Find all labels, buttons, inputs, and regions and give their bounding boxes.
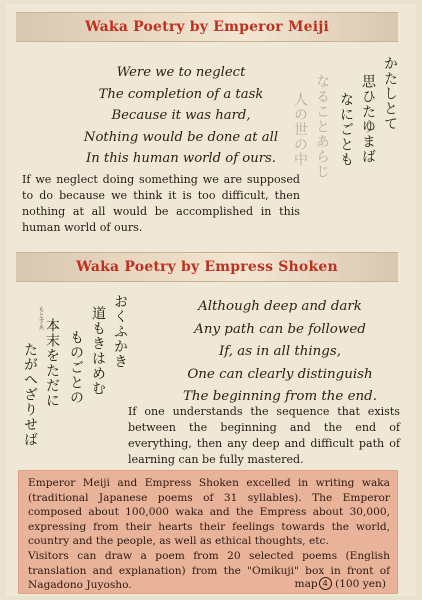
poem-jp-shoken-line4: 本末をただに (44, 318, 60, 408)
poem-line: Because it was hard, (111, 108, 251, 123)
poem-line: In this human world of ours. (86, 151, 276, 166)
map-label: map (294, 578, 318, 590)
poem-jp-shoken-line1: おくふかき (112, 294, 128, 369)
poem-line: If, as in all things, (219, 344, 341, 359)
page (6, 4, 416, 596)
map-number-badge: 4 (319, 577, 332, 590)
poem-line: The completion of a task (98, 86, 264, 102)
price-label: (100 yen) (335, 578, 386, 590)
poem-line: Any path can be followed (194, 321, 366, 337)
poem-jp-meiji-line3: なにごとも (338, 92, 354, 167)
poem-jp-meiji-line4: なることあらじ (314, 74, 330, 179)
poem-line: The beginning from the end. (182, 389, 377, 404)
poem-jp-meiji-line2: 思ひたゆまば (360, 74, 376, 164)
poem-jp-shoken-ruby: もとすゑ (37, 306, 44, 330)
poem-jp-meiji-line1: かたしとて (382, 56, 398, 131)
poem-line: Although deep and dark (198, 299, 362, 314)
section-title-shoken: Waka Poetry by Empress Shoken (16, 252, 398, 282)
map-reference (295, 577, 386, 590)
poem-jp-meiji-line5: 人の世の中 (292, 92, 308, 167)
info-paragraph-1: Emperor Meiji and Empress Shoken excelled in writing waka (traditional Japanese poems of 31 syllables). The Emperor composed about 100,000 waka and the Empress about 30,000, expressing from their hearts their feelings towards the world, country and the people, as well as ethical thoughts, etc. (28, 477, 390, 548)
section-title-meiji: Waka Poetry by Emperor Meiji (16, 12, 398, 42)
poem-line: Were we to neglect (116, 65, 246, 80)
explanation-meiji: If we neglect doing something we are supposed to do because we think it is too difficult, then nothing at all would be accomplished in this human world of ours. (22, 173, 300, 234)
explanation-shoken: If one understands the sequence that exists between the beginning and the end of everything, then any deep and difficult path of learning can be fully mastered. (128, 405, 400, 466)
poem-line: Nothing would be done at all (83, 129, 279, 145)
info-paragraph-2: Visitors can draw a poem from 20 selected poems (English translation and explanation) from the "Omikuji" box in front of Nagadono Juyosho. (28, 549, 390, 592)
poem-en-meiji (46, 62, 316, 170)
poem-jp-shoken-line3: ものごとの (68, 330, 84, 405)
poem-en-shoken (156, 296, 404, 409)
poem-jp-shoken-line5: たがへざりせば (22, 342, 38, 447)
poem-jp-shoken-line2: 道もきはめむ (90, 306, 106, 396)
info-box (18, 470, 398, 594)
info-text (28, 476, 390, 593)
poem-line: One can clearly distinguish (187, 366, 373, 382)
